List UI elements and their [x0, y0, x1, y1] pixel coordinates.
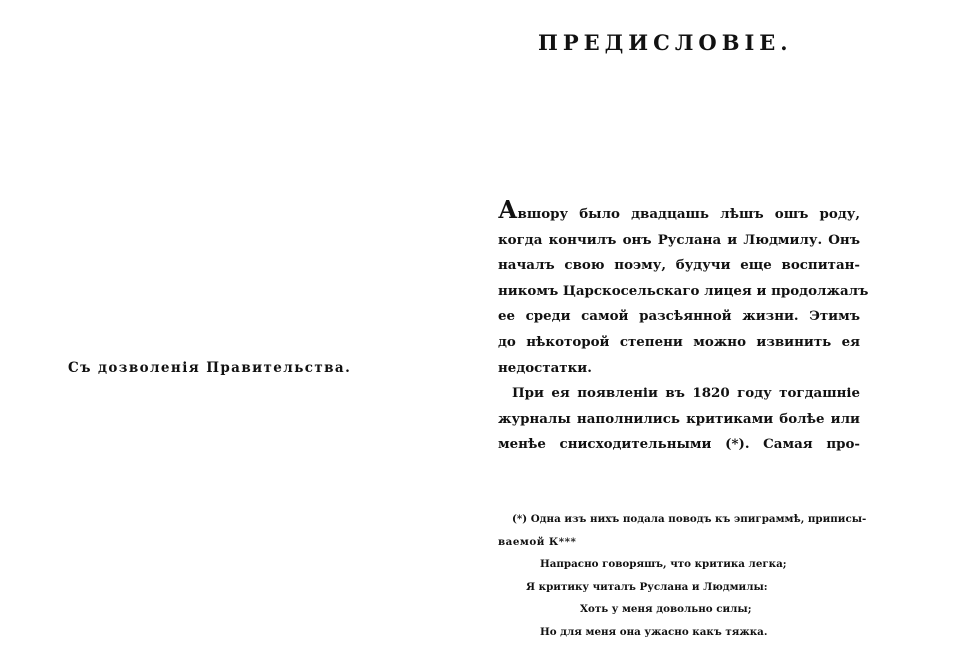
preface-body [498, 195, 869, 458]
page-title: ПРЕДИСЛОВІЕ. [538, 30, 793, 55]
paragraph-2-line-1: При ея появленіи въ 1820 году тогдашніе [512, 385, 860, 402]
footnote [498, 508, 867, 643]
epigram-verse-2: Я критику читалъ Руслана и Людмилы: [526, 580, 768, 593]
footnote-line-1: (*) Одна изъ нихъ подала поводъ къ эпиграммѣ, приписы- [512, 513, 867, 525]
epigram-verse-3: Хоть у меня довольно силы; [580, 603, 752, 615]
paragraph-2-line-3: менѣе снисходительными (*). Самая про- [498, 436, 860, 453]
paragraph-1-line-6: до нѣкоторой степени можно извинить ея [498, 333, 860, 350]
drop-cap: А [498, 195, 518, 224]
epigram-verse-4: Но для меня она ужасно какъ тяжка. [540, 625, 768, 638]
paragraph-1-line-2: когда кончилъ онъ Руслана и Людмилу. Онъ [498, 231, 860, 248]
epigram-verse-1: Напрасно говоряшъ, что критика легка; [540, 558, 787, 570]
footnote-line-2: ваемой К*** [498, 535, 577, 548]
paragraph-1-line-7: недостатки. [498, 359, 592, 376]
paragraph-1-line-3: началъ свою поэму, будучи еще воспитан- [498, 257, 860, 274]
paragraph-1-line-4: никомъ Царскосельскаго лицея и продолжалъ [498, 282, 869, 299]
left-page [0, 0, 480, 648]
paragraph-1-line-1 [498, 195, 860, 228]
paragraph-1-line-5: ее среди самой разсѣянной жизни. Этимъ [498, 308, 860, 325]
right-page [480, 0, 972, 648]
paragraph-1-line-1-text: вшору было двадцашь лѣшъ ошъ роду, [517, 206, 860, 222]
censorship-notice: Съ дозволенія Правительства. [68, 360, 352, 376]
paragraph-2-line-2: журналы наполнились критиками болѣе или [498, 410, 860, 427]
